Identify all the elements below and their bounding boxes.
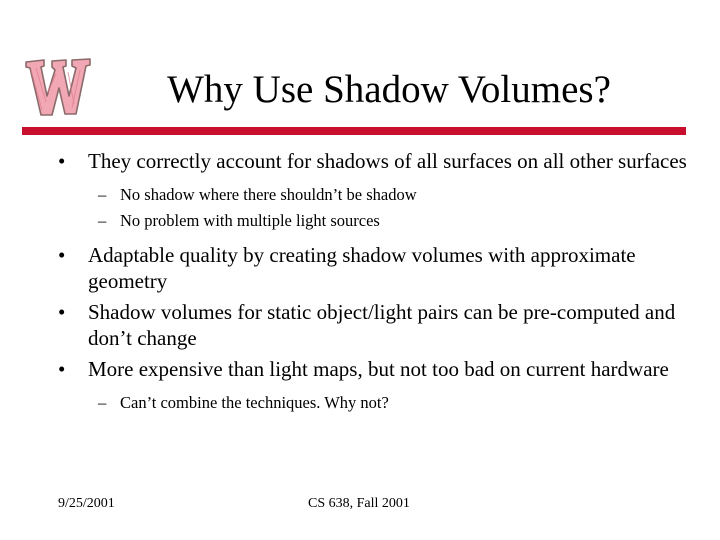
bullet-text: Adaptable quality by creating shadow volumes with approximate geometry — [88, 243, 636, 293]
bullet-text: More expensive than light maps, but not too bad on current hardware — [88, 357, 669, 381]
title-divider — [22, 127, 686, 135]
bullet-icon: • — [58, 300, 66, 324]
bullet-text: They correctly account for shadows of all surfaces on all other surfaces — [88, 149, 687, 173]
bullet-item — [58, 148, 688, 174]
sub-bullet-item — [58, 182, 688, 208]
footer-course: CS 638, Fall 2001 — [308, 496, 410, 511]
bullet-item — [58, 299, 688, 351]
footer-date: 9/25/2001 — [58, 496, 115, 511]
sub-bullet-text: No shadow where there shouldn’t be shadow — [120, 185, 417, 204]
bullet-icon: • — [58, 243, 66, 267]
bullet-text: Shadow volumes for static object/light pairs can be pre-computed and don’t change — [88, 300, 676, 350]
bullet-item — [58, 242, 688, 294]
sub-bullet-item — [58, 390, 688, 416]
bullet-item — [58, 356, 688, 382]
uw-w-logo-icon — [22, 52, 94, 122]
dash-icon: – — [98, 185, 107, 204]
sub-bullet-item — [58, 208, 688, 234]
slide-title: Why Use Shadow Volumes? — [167, 68, 611, 111]
sub-bullet-text: Can’t combine the techniques. Why not? — [120, 393, 389, 412]
dash-icon: – — [98, 393, 107, 412]
sub-bullet-text: No problem with multiple light sources — [120, 211, 380, 230]
dash-icon: – — [98, 211, 107, 230]
bullet-icon: • — [58, 149, 66, 173]
slide-content — [58, 148, 688, 416]
bullet-icon: • — [58, 357, 66, 381]
